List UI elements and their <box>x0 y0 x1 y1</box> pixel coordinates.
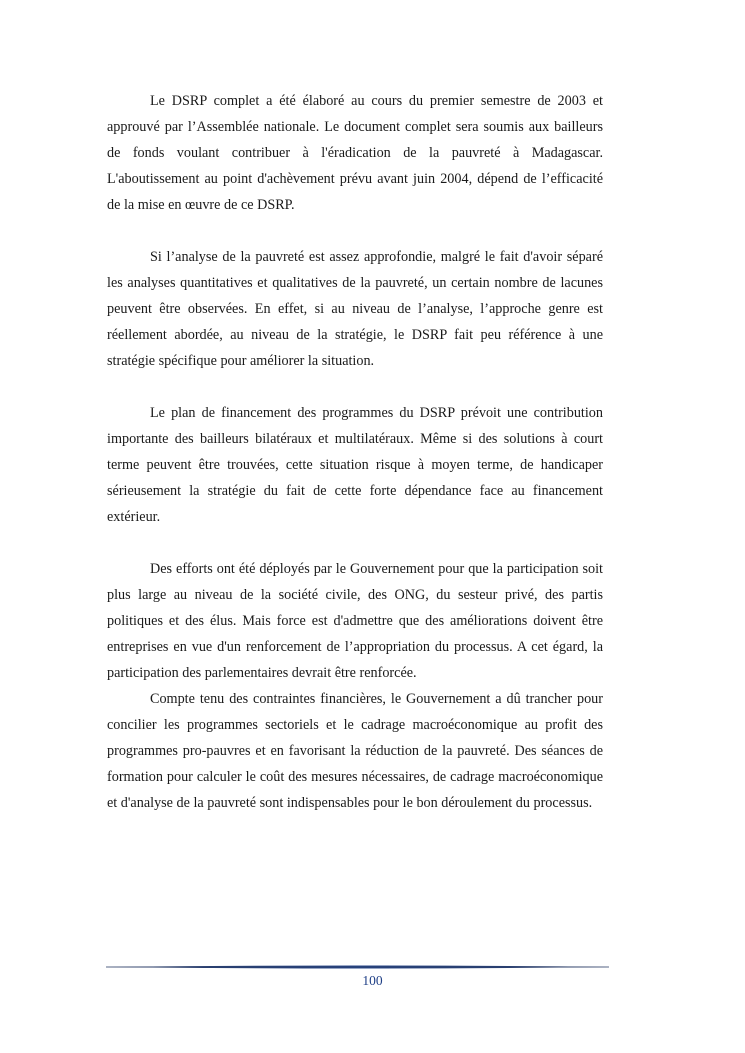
paragraph-dsrp-completion: Le DSRP complet a été élaboré au cours du premier semestre de 2003 et approuvé par l’Assemblée nationale. Le document complet sera soumis aux bailleurs de fonds voulant contribuer à l'éradication de la pauvreté à Madagascar. L'aboutissement au point d'achèvement prévu avant juin 2004, dépend de l’efficacité de la mise en œuvre de ce DSRP. <box>107 93 603 213</box>
footer-divider <box>106 964 609 970</box>
paragraph-participation: Des efforts ont été déployés par le Gouvernement pour que la participation soit plus large au niveau de la société civile, des ONG, du sesteur privé, des partis politiques et des élus. Mais force est d'admettre que des améliorations doivent être entreprises en vue d'un renforcement de l’appropriation du processus. A cet égard, la participation des parlementaires devrait être renforcée. <box>107 561 603 681</box>
paragraph-financial-constraints: Compte tenu des contraintes financières, le Gouvernement a dû trancher pour concilier les programmes sectoriels et le cadrage macroéconomique au profit des programmes pro-pauvres et en favorisant la réduction de la pauvreté. Des séances de formation pour calculer le coût des mesures nécessaires, de cadrage macroéconomique et d'analyse de la pauvreté sont indispensables pour le bon déroulement du processus. <box>107 691 603 811</box>
body-text <box>107 88 603 816</box>
page-number: 100 <box>362 973 383 988</box>
paragraph-poverty-analysis: Si l’analyse de la pauvreté est assez approfondie, malgré le fait d'avoir séparé les analyses quantitatives et qualitatives de la pauvreté, un certain nombre de lacunes peuvent être observées. En effet, si au niveau de l’analyse, l’approche genre est réellement abordée, au niveau de la stratégie, le DSRP fait peu référence à une stratégie spécifique pour améliorer la situation. <box>107 249 603 369</box>
paragraph-financing-plan: Le plan de financement des programmes du DSRP prévoit une contribution importante des bailleurs bilatéraux et multilatéraux. Même si des solutions à court terme peuvent être trouvées, cette situation risque à moyen terme, de handicaper sérieusement la stratégie du fait de cette forte dépendance face au financement extérieur. <box>107 405 603 525</box>
